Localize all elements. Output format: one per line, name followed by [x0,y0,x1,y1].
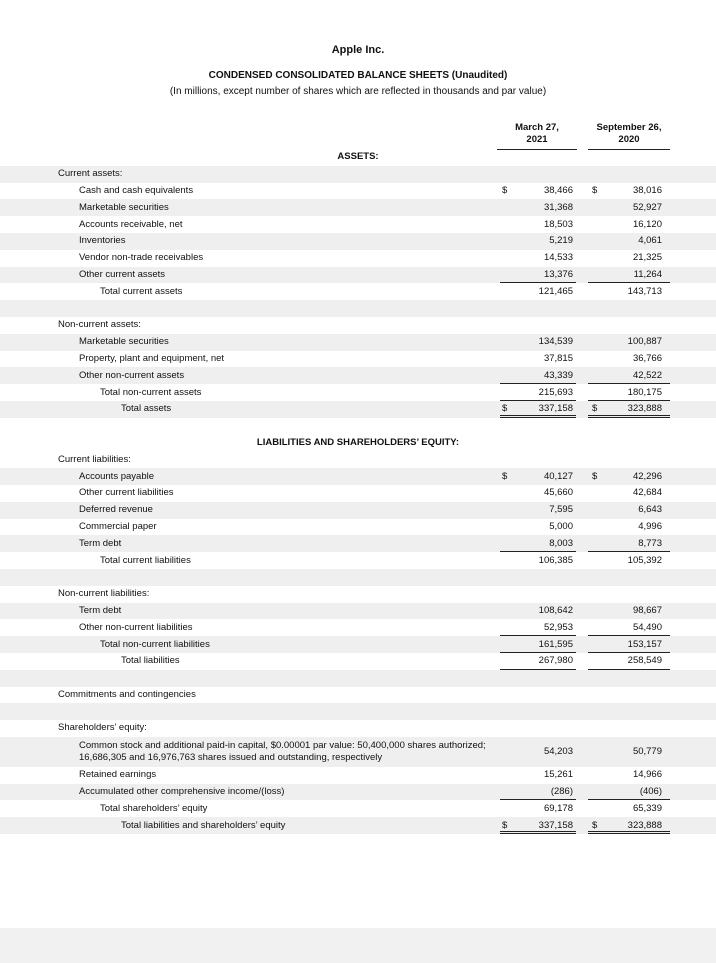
value-september-2020: 4,061 [638,235,662,247]
column-header-prior [588,122,670,150]
row-label: Commercial paper [79,520,157,532]
row-label: Vendor non-trade receivables [79,252,204,264]
table-row [0,401,716,418]
table-row [0,468,716,485]
table-row [0,737,716,767]
row-label: Total current assets [100,285,183,297]
row-label: Deferred revenue [79,504,153,516]
table-row [0,653,716,670]
row-label: Common stock and additional paid-in capital, $0.00001 par value: 50,400,000 shares authorized; 16,686,305 and 16,976,763 shares issued and outstanding, respectively [79,739,486,763]
value-september-2020: 258,549 [627,655,662,667]
value-march-2021: 54,203 [543,745,573,757]
table-row [0,817,716,834]
value-march-2021: 38,466 [543,184,573,196]
dollar-sign: $ [502,184,508,196]
row-label: Other non-current liabilities [79,621,193,633]
row-label: Total current liabilities [100,554,191,566]
value-september-2020: 50,779 [632,745,662,757]
value-september-2020: 6,643 [638,504,662,516]
value-march-2021: 37,815 [543,352,573,364]
value-march-2021: 215,693 [538,386,573,398]
value-march-2021: 121,465 [538,285,573,297]
value-september-2020: 42,684 [632,487,662,499]
row-label: Term debt [79,604,122,616]
value-september-2020: (406) [639,786,662,798]
column-header-current [497,122,577,150]
row-label: Term debt [79,537,122,549]
value-september-2020: 4,996 [638,520,662,532]
spacer-row [0,670,716,687]
dollar-sign: $ [592,403,598,415]
section-heading-row [0,149,716,166]
table-row [0,283,716,300]
row-label: Property, plant and equipment, net [79,352,225,364]
table-row [0,535,716,552]
table-row [0,334,716,351]
table-row [0,586,716,603]
row-label: Total liabilities [121,655,180,667]
column-header-prior-line2: 2020 [618,134,640,145]
row-label: Accumulated other comprehensive income/(loss) [79,786,285,798]
table-row [0,166,716,183]
value-march-2021: 5,219 [549,235,573,247]
row-label: Total non-current liabilities [100,638,210,650]
column-header-current-line2: 2021 [526,134,548,145]
section-heading: LIABILITIES AND SHAREHOLDERS’ EQUITY: [256,436,460,448]
value-march-2021: 161,595 [538,638,573,650]
value-march-2021: 106,385 [538,554,573,566]
section-heading: ASSETS: [337,151,379,163]
row-label: Current liabilities: [58,453,131,465]
table-row [0,485,716,502]
dollar-sign: $ [502,403,508,415]
row-label: Non-current assets: [58,319,141,331]
spacer-row [0,569,716,586]
value-march-2021: 13,376 [543,268,573,280]
value-september-2020: 65,339 [632,802,662,814]
dollar-sign: $ [592,819,598,831]
value-march-2021: 18,503 [543,218,573,230]
row-label: Marketable securities [79,336,169,348]
value-september-2020: 143,713 [627,285,662,297]
table-row [0,687,716,704]
table-row [0,451,716,468]
table-row [0,636,716,653]
value-september-2020: 11,264 [633,268,662,280]
spacer-row [0,300,716,317]
value-march-2021: 40,127 [543,470,573,482]
table-row [0,199,716,216]
table-row [0,367,716,384]
value-september-2020: 21,325 [632,252,662,264]
value-march-2021: 14,533 [543,252,573,264]
value-march-2021: 108,642 [538,604,573,616]
dollar-sign: $ [502,819,508,831]
dollar-sign: $ [592,470,598,482]
table-row [0,552,716,569]
spacer-row [0,703,716,720]
row-label: Non-current liabilities: [58,588,150,600]
row-label: Total shareholders’ equity [100,802,208,814]
value-march-2021: 267,980 [538,655,573,667]
value-september-2020: 14,966 [632,769,662,781]
value-september-2020: 180,175 [627,386,662,398]
value-march-2021: 8,003 [549,537,573,549]
double-underline [500,831,576,834]
row-label: Shareholders’ equity: [58,722,147,734]
table-row [0,267,716,284]
table-row [0,519,716,536]
row-label: Commitments and contingencies [58,688,196,700]
row-label: Marketable securities [79,201,169,213]
table-row [0,784,716,801]
value-march-2021: 52,953 [543,621,573,633]
double-underline [588,831,670,834]
row-label: Total assets [121,403,172,415]
table-row [0,800,716,817]
value-march-2021: 69,178 [543,802,573,814]
table-row [0,767,716,784]
value-september-2020: 38,016 [632,184,662,196]
company-name: Apple Inc. [331,44,385,56]
table-row [0,720,716,737]
value-september-2020: 36,766 [632,352,662,364]
row-label: Retained earnings [79,769,157,781]
value-september-2020: 54,490 [632,621,662,633]
value-september-2020: 153,157 [627,638,662,650]
table-row [0,183,716,200]
table-row [0,351,716,368]
value-september-2020: 42,522 [632,369,662,381]
value-march-2021: 337,158 [538,403,573,415]
row-label: Other current assets [79,268,166,280]
value-september-2020: 52,927 [632,201,662,213]
row-label: Total liabilities and shareholders’ equity [121,819,286,831]
value-september-2020: 105,392 [627,554,662,566]
row-label: Cash and cash equivalents [79,184,194,196]
value-march-2021: 7,595 [549,504,573,516]
value-march-2021: 45,660 [543,487,573,499]
table-row [0,384,716,401]
value-march-2021: 134,539 [538,336,573,348]
value-september-2020: 100,887 [627,336,662,348]
column-header-current-line1: March 27, [515,122,559,133]
value-september-2020: 16,120 [632,218,662,230]
table-row [0,603,716,620]
table-row [0,250,716,267]
value-march-2021: 5,000 [549,520,573,532]
row-label: Accounts payable [79,470,154,482]
row-label: Other non-current assets [79,369,185,381]
section-heading-row [0,435,716,452]
value-september-2020: 98,667 [632,604,662,616]
table-row [0,216,716,233]
value-march-2021: 15,261 [543,769,573,781]
value-september-2020: 323,888 [627,403,662,415]
row-label: Other current liabilities [79,487,174,499]
table-row [0,233,716,250]
footer-bar [0,928,716,963]
value-march-2021: 43,339 [543,369,573,381]
row-label: Inventories [79,235,126,247]
statement-title: CONDENSED CONSOLIDATED BALANCE SHEETS (Unaudited) [208,70,508,81]
value-september-2020: 8,773 [638,537,662,549]
balance-sheet-table [0,149,716,834]
row-label: Total non-current assets [100,386,202,398]
statement-subtitle: (In millions, except number of shares which are reflected in thousands and par value) [169,86,547,97]
value-march-2021: 337,158 [538,819,573,831]
column-header-prior-line1: September 26, [596,122,662,133]
row-label: Current assets: [58,168,123,180]
row-label: Accounts receivable, net [79,218,183,230]
table-row [0,317,716,334]
table-row [0,502,716,519]
value-march-2021: 31,368 [543,201,573,213]
table-row [0,619,716,636]
value-september-2020: 42,296 [632,470,662,482]
dollar-sign: $ [592,184,598,196]
dollar-sign: $ [502,470,508,482]
value-march-2021: (286) [550,786,573,798]
spacer-row [0,418,716,435]
value-september-2020: 323,888 [627,819,662,831]
